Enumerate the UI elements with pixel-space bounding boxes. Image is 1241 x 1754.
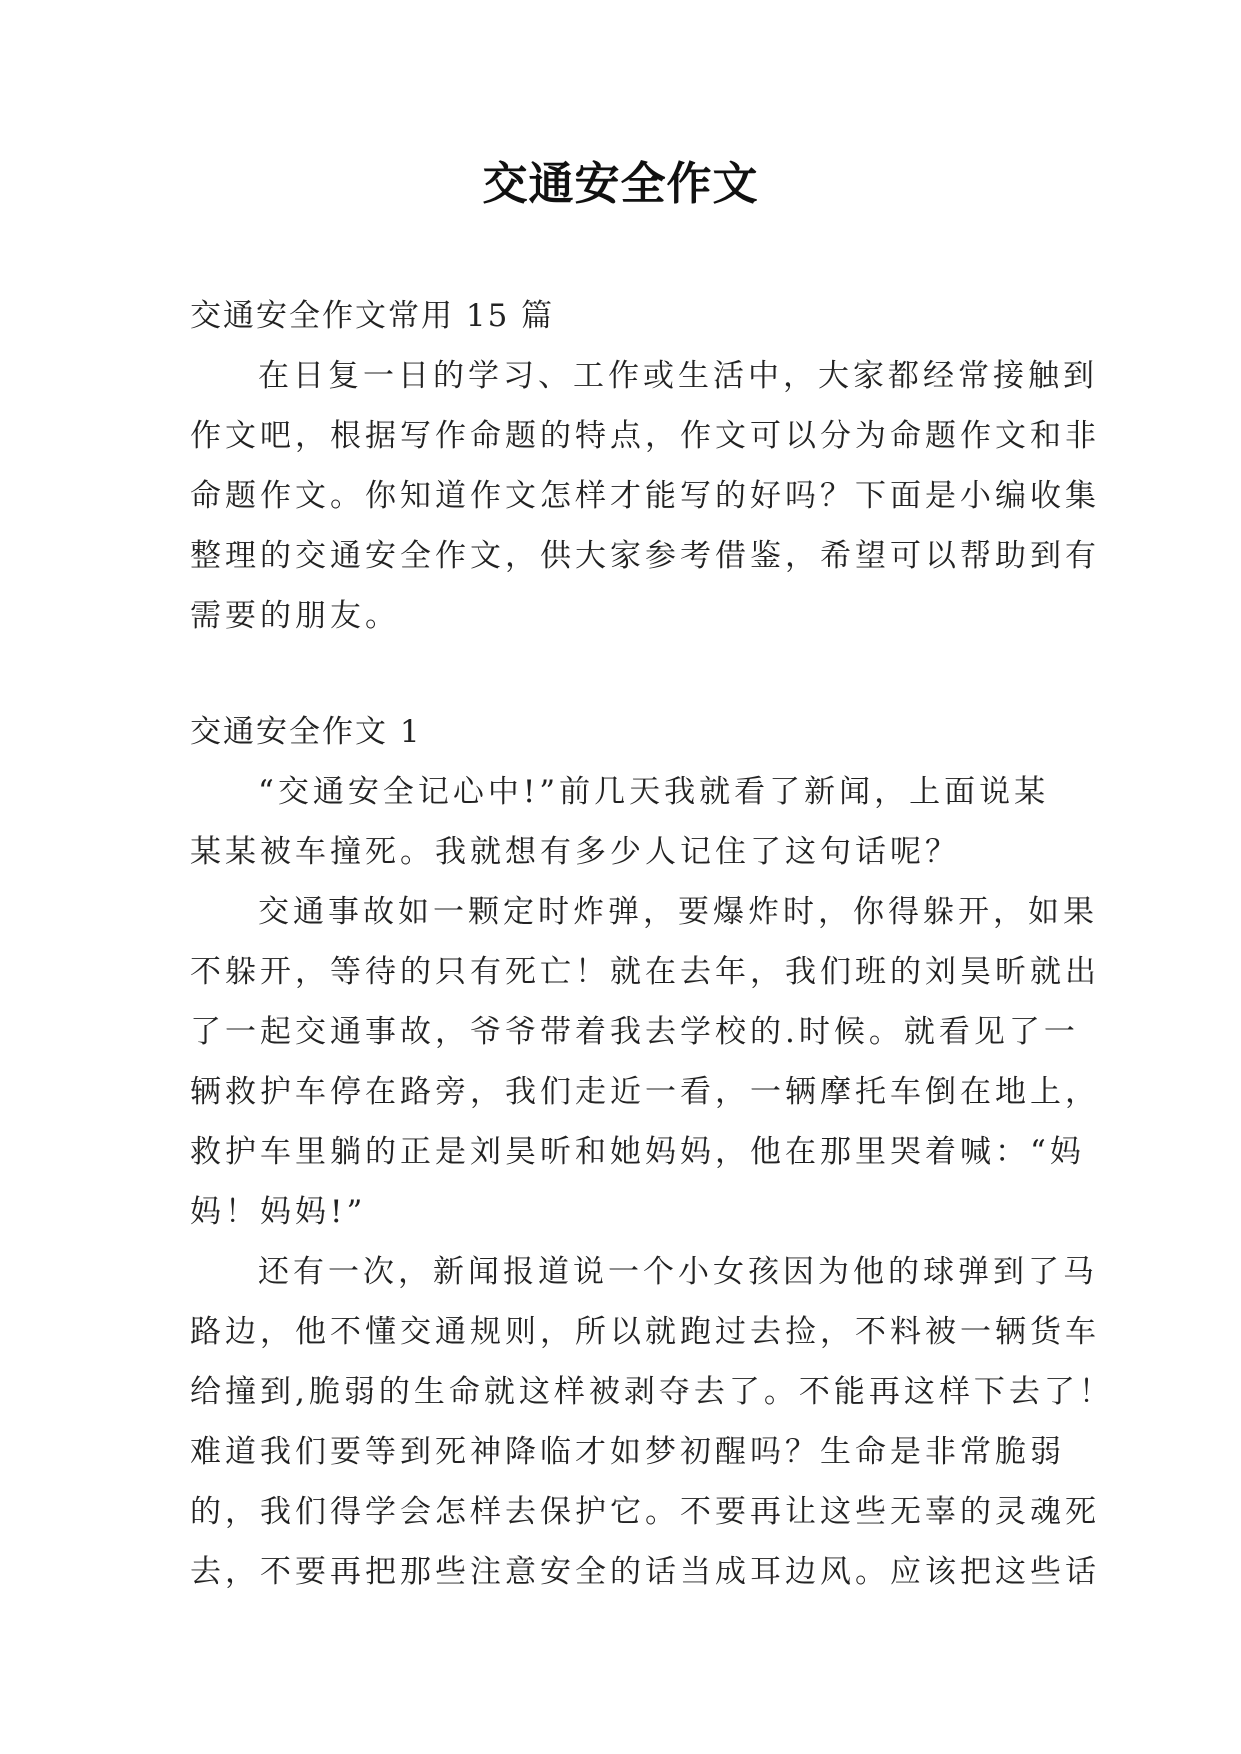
paragraph-line: 整理的交通安全作文，供大家参考借鉴，希望可以帮助到有 xyxy=(190,538,1100,574)
paragraph-line: 作文吧，根据写作命题的特点，作文可以分为命题作文和非 xyxy=(190,418,1100,454)
paragraph-2 xyxy=(190,882,1100,1242)
paragraph-line: “交通安全记心中!”前几天我就看了新闻，上面说某 xyxy=(258,774,1050,810)
paragraph-line: 给撞到,脆弱的生命就这样被剥夺去了。不能再这样下去了！ xyxy=(190,1374,1114,1410)
paragraph-line: 的，我们得学会怎样去保护它。不要再让这些无辜的灵魂死 xyxy=(190,1494,1100,1530)
paragraph-line: 某某被车撞死。我就想有多少人记住了这句话呢？ xyxy=(190,834,960,870)
paragraph-line: 在日复一日的学习、工作或生活中，大家都经常接触到 xyxy=(258,358,1098,394)
paragraph-line: 不躲开，等待的只有死亡！就在去年，我们班的刘昊昕就出 xyxy=(190,954,1100,990)
paragraph-line: 妈！妈妈!” xyxy=(190,1194,367,1230)
paragraph-line: 需要的朋友。 xyxy=(190,598,400,634)
paragraph-1 xyxy=(190,762,1062,882)
intro-paragraph xyxy=(190,346,1100,646)
paragraph-line: 还有一次，新闻报道说一个小女孩因为他的球弹到了马 xyxy=(258,1254,1098,1290)
paragraph-line: 交通事故如一颗定时炸弹，要爆炸时，你得躲开，如果 xyxy=(258,894,1098,930)
section-heading: 交通安全作文 1 xyxy=(190,714,422,750)
paragraph-line: 辆救护车停在路旁，我们走近一看，一辆摩托车倒在地上， xyxy=(190,1074,1100,1110)
paragraph-line: 难道我们要等到死神降临才如梦初醒吗？生命是非常脆弱 xyxy=(190,1434,1065,1470)
paragraph-line: 了一起交通事故，爷爷带着我去学校的.时候。就看见了一 xyxy=(190,1014,1079,1050)
paragraph-line: 去，不要再把那些注意安全的话当成耳边风。应该把这些话 xyxy=(190,1554,1100,1590)
spacer xyxy=(190,646,1062,702)
paragraph-line: 命题作文。你知道作文怎样才能写的好吗？下面是小编收集 xyxy=(190,478,1100,514)
subtitle: 交通安全作文常用 15 篇 xyxy=(190,298,555,334)
document-title: 交通安全作文 xyxy=(482,157,759,210)
document-body xyxy=(190,286,1114,1602)
paragraph-line: 救护车里躺的正是刘昊昕和她妈妈，他在那里哭着喊：“妈 xyxy=(190,1134,1085,1170)
paragraph-3 xyxy=(190,1242,1114,1602)
paragraph-line: 路边，他不懂交通规则，所以就跑过去捡，不料被一辆货车 xyxy=(190,1314,1100,1350)
